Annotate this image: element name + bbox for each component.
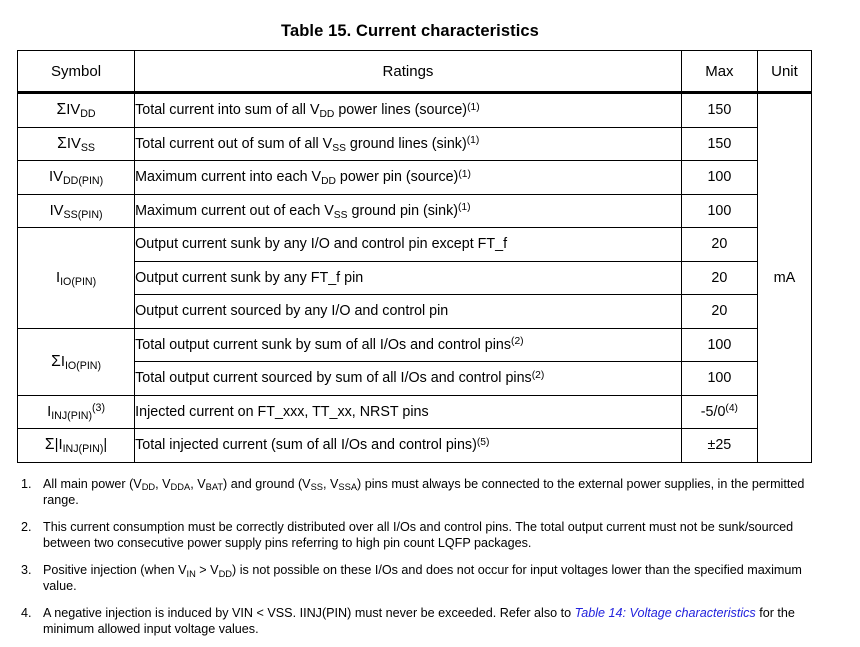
footnote xyxy=(17,476,817,508)
column-header-ratings: Ratings xyxy=(135,51,682,93)
footnote-number: 3. xyxy=(21,562,32,577)
table-row xyxy=(18,328,812,362)
table-row xyxy=(18,127,812,161)
table-row xyxy=(18,295,812,329)
cell-rating: Output current sunk by any FT_f pin xyxy=(135,261,682,295)
column-header-symbol: Symbol xyxy=(18,51,135,93)
cell-max-value: 100 xyxy=(681,194,757,228)
cell-symbol: $\Sigma IV_{SS}$ xyxy=(18,127,135,161)
cell-rating: Total injected current (sum of all I/Os and control pins)$^{(5)}$ xyxy=(135,429,682,463)
cell-symbol: $\Sigma|I_{INJ(PIN)}|$ xyxy=(18,429,135,463)
cell-unit: mA xyxy=(757,93,811,463)
column-header-max: Max xyxy=(681,51,757,93)
cell-max-value: 150 xyxy=(681,93,757,128)
footnote-text: This current consumption must be correctly distributed over all I/Os and control pins. The total output current must not be sunk/sourced between two consecutive power supply pins referring to high pin count LQFP packages. xyxy=(43,519,794,550)
cell-symbol: $\Sigma IV_{DD}$ xyxy=(18,93,135,128)
table-row xyxy=(18,93,812,128)
cell-max-value: 100 xyxy=(681,161,757,195)
footnotes-list xyxy=(17,476,817,638)
footnote-text: A negative injection is induced by VIN < VSS. IINJ(PIN) must never be exceeded. Refer also to Table 14: Voltage characteristics for the minimum allowed input voltage values. xyxy=(43,606,795,637)
cell-max-value: 20 xyxy=(681,261,757,295)
table-row xyxy=(18,228,812,262)
table-row xyxy=(18,194,812,228)
cell-rating: Total current into sum of all $V_{DD}$ power lines (source)$^{(1)}$ xyxy=(135,93,682,128)
footnote xyxy=(17,605,817,637)
table-row xyxy=(18,362,812,396)
cell-max-value: 100 xyxy=(681,362,757,396)
cell-rating: Maximum current into each $V_{DD}$ power pin (source)$^{(1)}$ xyxy=(135,161,682,195)
table-row xyxy=(18,161,812,195)
cell-rating: Output current sourced by any I/O and control pin xyxy=(135,295,682,329)
cell-rating: Output current sunk by any I/O and control pin except FT_f xyxy=(135,228,682,262)
footnote-text: Positive injection (when $V_{IN} > V_{DD}$) is not possible on these I/Os and does not occur for input voltages lower than the specified maximum value. xyxy=(43,562,802,594)
cell-symbol: $IV_{DD(PIN)}$ xyxy=(18,161,135,195)
footnote xyxy=(17,562,817,594)
cell-max-value: 150 xyxy=(681,127,757,161)
footnote-number: 2. xyxy=(21,519,32,534)
cell-max-value: ±25 xyxy=(681,429,757,463)
cell-rating: Total output current sunk by sum of all I/Os and control pins$^{(2)}$ xyxy=(135,328,682,362)
footnote-number: 1. xyxy=(21,476,32,491)
page-title: Table 15. Current characteristics xyxy=(281,22,539,40)
table-row xyxy=(18,429,812,463)
table-row xyxy=(18,261,812,295)
cell-symbol: $\Sigma I_{IO(PIN)}$ xyxy=(18,328,135,395)
table-body xyxy=(18,93,812,463)
table-header xyxy=(18,51,812,93)
footnote-number: 4. xyxy=(21,606,32,621)
footnote xyxy=(17,519,817,551)
table-14-crossreference-link[interactable]: Table 14: Voltage characteristics xyxy=(574,606,756,621)
current-characteristics-table-wrapper xyxy=(17,50,812,463)
current-characteristics-table xyxy=(17,50,812,463)
cell-symbol: $IV_{SS(PIN)}$ xyxy=(18,194,135,228)
table-row xyxy=(18,395,812,429)
footnote-text: All main power ($V_{DD}$, $V_{DDA}$, $V_{BAT}$) and ground ($V_{SS}$, $V_{SSA}$) pins must always be connected to the external power supplies, in the permitted range. xyxy=(43,476,805,507)
cell-symbol: $I_{INJ(PIN)}^{(3)}$ xyxy=(18,395,135,429)
cell-rating: Injected current on FT_xxx, TT_xx, NRST pins xyxy=(135,395,682,429)
cell-symbol: $I_{IO(PIN)}$ xyxy=(18,228,135,329)
table-header-row xyxy=(18,51,812,93)
cell-max-value: -5/0$^{(4)}$ xyxy=(681,395,757,429)
cell-max-value: 20 xyxy=(681,228,757,262)
cell-rating: Total current out of sum of all $V_{SS}$ ground lines $(\sin k)^{(1)}$ xyxy=(135,127,682,161)
cell-max-value: 20 xyxy=(681,295,757,329)
cell-rating: Maximum current out of each $V_{SS}$ ground pin $(\sin k)^{(1)}$ xyxy=(135,194,682,228)
column-header-unit: Unit xyxy=(757,51,811,93)
cell-max-value: 100 xyxy=(681,328,757,362)
cell-rating: Total output current sourced by sum of all I/Os and control pins$^{(2)}$ xyxy=(135,362,682,396)
